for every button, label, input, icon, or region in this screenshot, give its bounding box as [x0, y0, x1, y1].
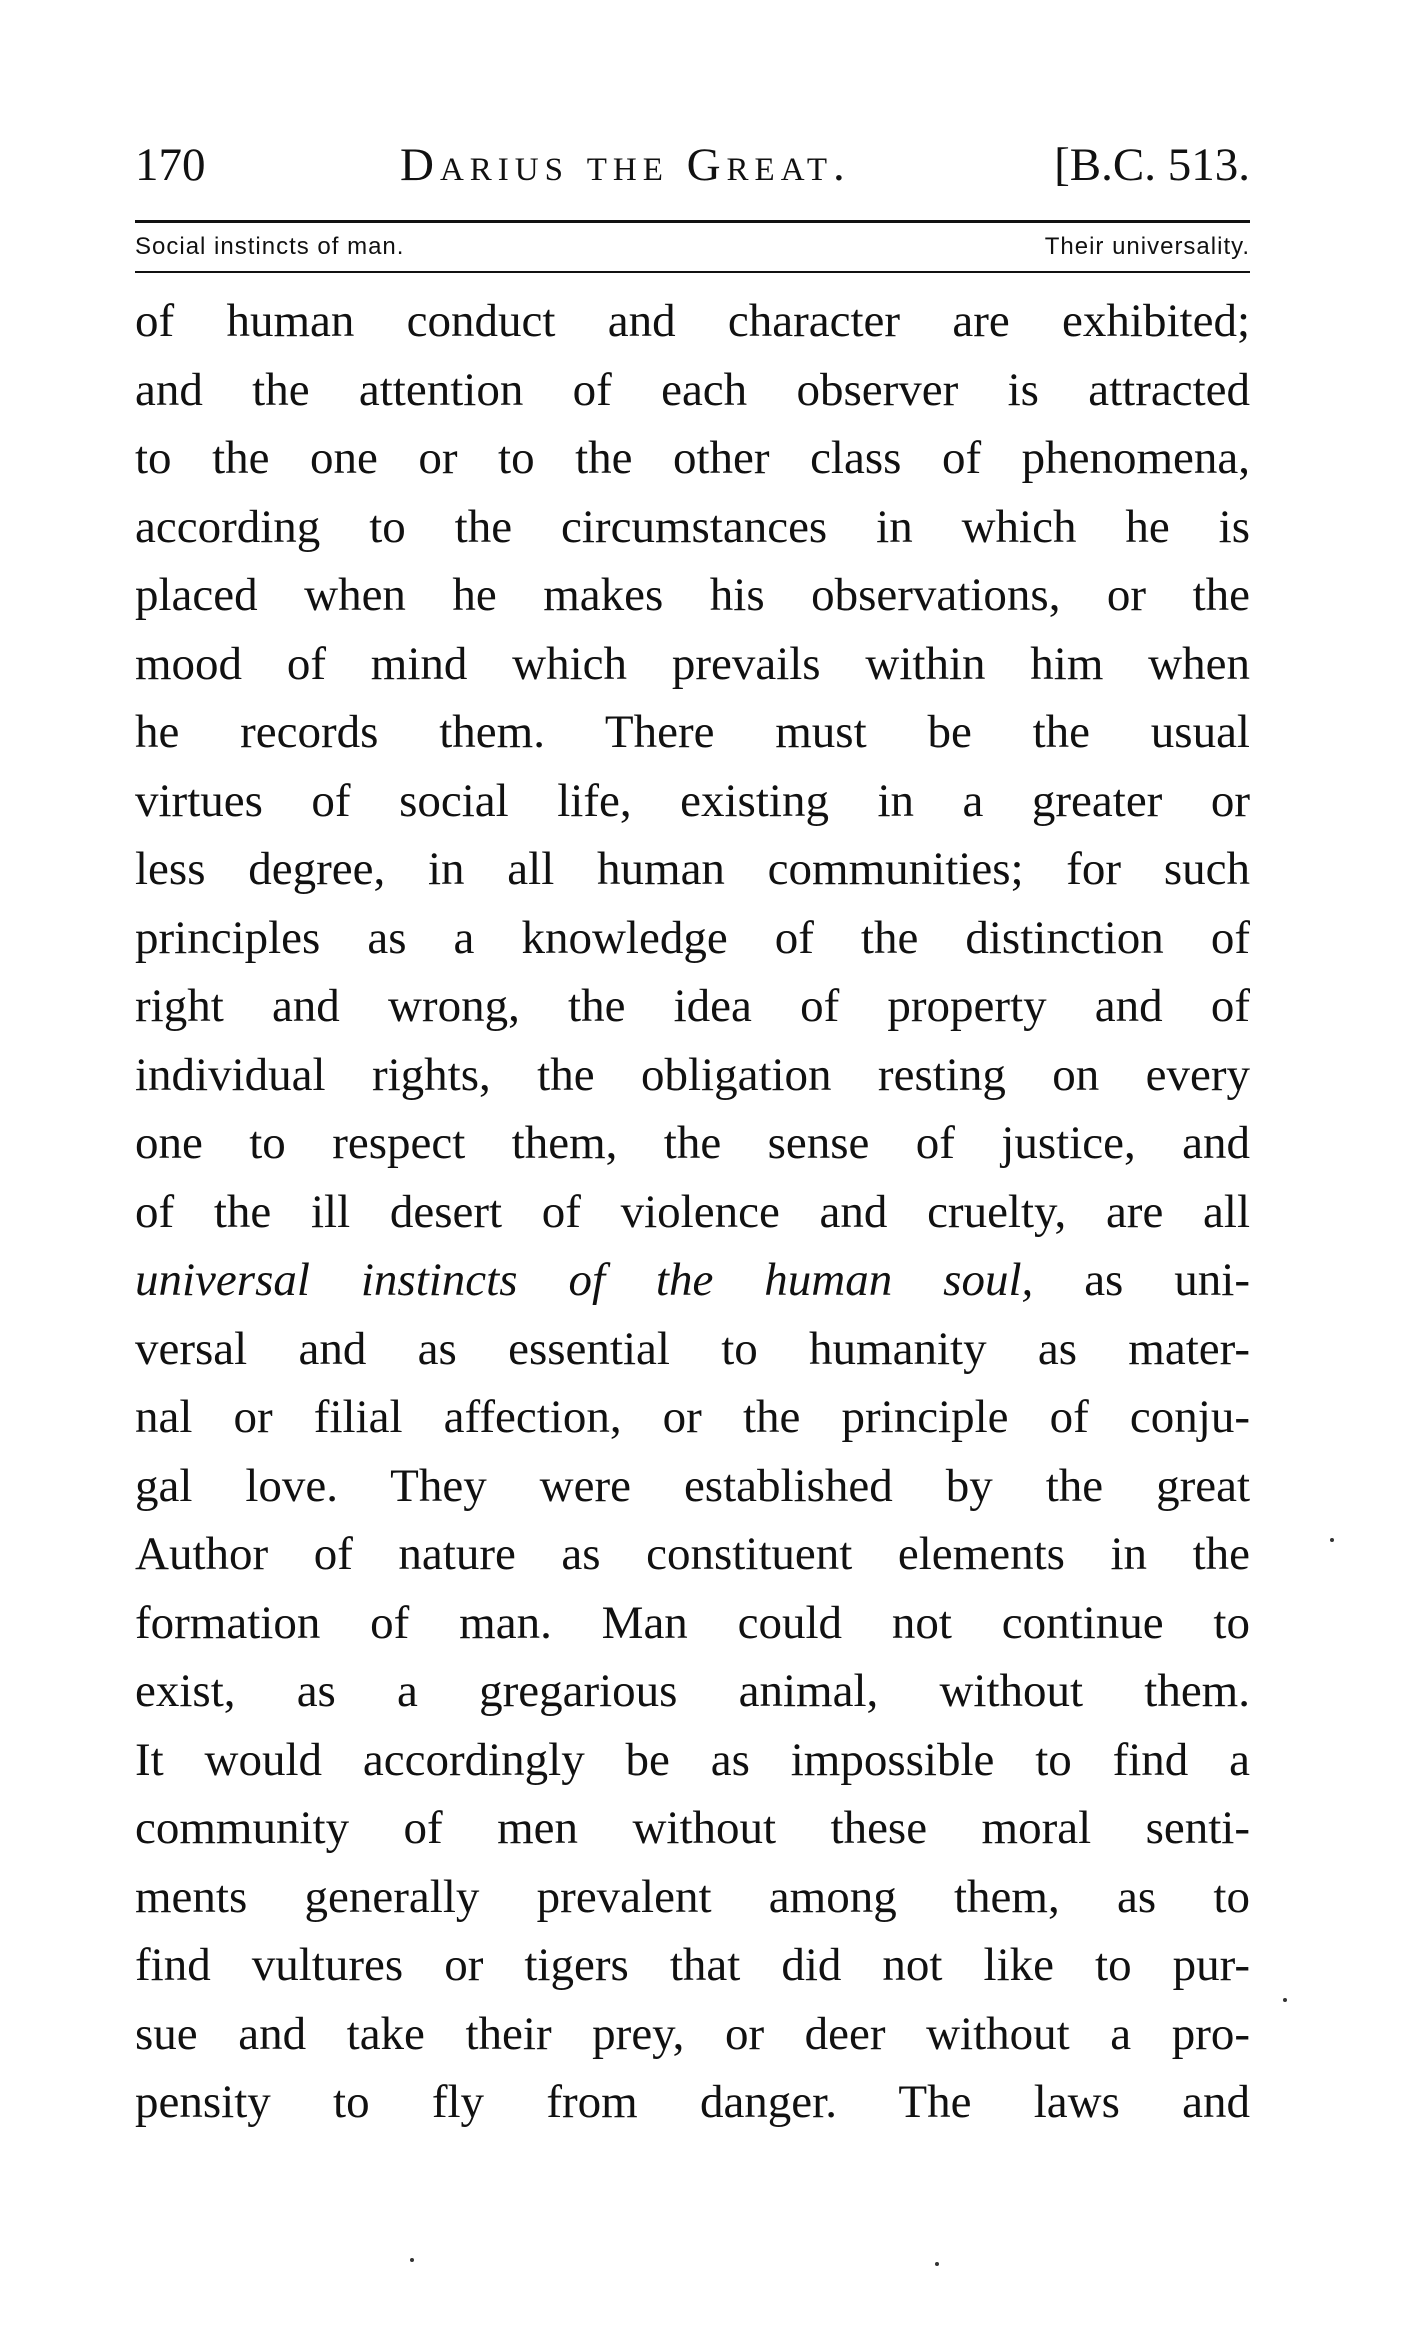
italic-line-rest: as uni-: [1033, 1254, 1250, 1306]
text-line: of the ill desert of violence and cruelty, are all: [135, 1185, 1250, 1238]
text-line: placed when he makes his observations, or the: [135, 569, 1250, 621]
side-notes: [135, 223, 1250, 271]
text-line-italic: [135, 1246, 1250, 1315]
text-line: less degree, in all human communities; for such: [135, 843, 1250, 895]
text-line: one to respect them, the sense of justice, and: [135, 1117, 1250, 1169]
text-line: virtues of social life, existing in a greater or: [135, 774, 1250, 827]
text-line: formation of man. Man could not continue to: [135, 1596, 1250, 1649]
body-text: [135, 287, 1250, 2137]
running-title: Darius the Great.: [400, 139, 851, 191]
book-page: [135, 130, 1250, 2137]
speck-mark: [935, 2262, 939, 2266]
page-number: 170: [135, 139, 206, 191]
text-line: gal love. They were established by the great: [135, 1459, 1250, 1512]
text-line: individual rights, the obligation resting on every: [135, 1048, 1250, 1101]
text-line: and the attention of each observer is attracted: [135, 363, 1250, 416]
side-note-left: Social instincts of man.: [135, 233, 405, 260]
text-line: right and wrong, the idea of property and of: [135, 980, 1250, 1032]
text-line: ments generally prevalent among them, as to: [135, 1870, 1250, 1923]
speck-mark: [1330, 1538, 1334, 1542]
side-note-right: Their universality.: [1044, 233, 1250, 260]
text-line: It would accordingly be as impossible to find a: [135, 1733, 1250, 1786]
text-line: to the one or to the other class of phenomena,: [135, 432, 1250, 484]
speck-mark: [1283, 1998, 1287, 2002]
date-mark: [B.C. 513.: [1054, 139, 1250, 191]
text-line: exist, as a gregarious animal, without them.: [135, 1665, 1250, 1717]
text-line: nal or filial affection, or the principle of conju-: [135, 1391, 1250, 1443]
text-line: find vultures or tigers that did not like to pur-: [135, 1939, 1250, 1991]
text-line: mood of mind which prevails within him when: [135, 637, 1250, 690]
text-line: community of men without these moral senti-: [135, 1802, 1250, 1854]
text-line: of human conduct and character are exhibited;: [135, 295, 1250, 347]
text-line: principles as a knowledge of the distinction of: [135, 911, 1250, 964]
text-line: according to the circumstances in which he is: [135, 500, 1250, 553]
text-line: Author of nature as constituent elements in the: [135, 1528, 1250, 1580]
italic-phrase: universal instincts of the human soul,: [135, 1254, 1034, 1306]
side-notes-rule: [135, 271, 1250, 273]
text-line: versal and as essential to humanity as mater-: [135, 1322, 1250, 1375]
speck-mark: [410, 2258, 414, 2262]
running-head: [135, 130, 1250, 200]
text-line: he records them. There must be the usual: [135, 706, 1250, 758]
text-line: pensity to fly from danger. The laws and: [135, 2076, 1250, 2128]
text-line: sue and take their prey, or deer without a pro-: [135, 2007, 1250, 2060]
